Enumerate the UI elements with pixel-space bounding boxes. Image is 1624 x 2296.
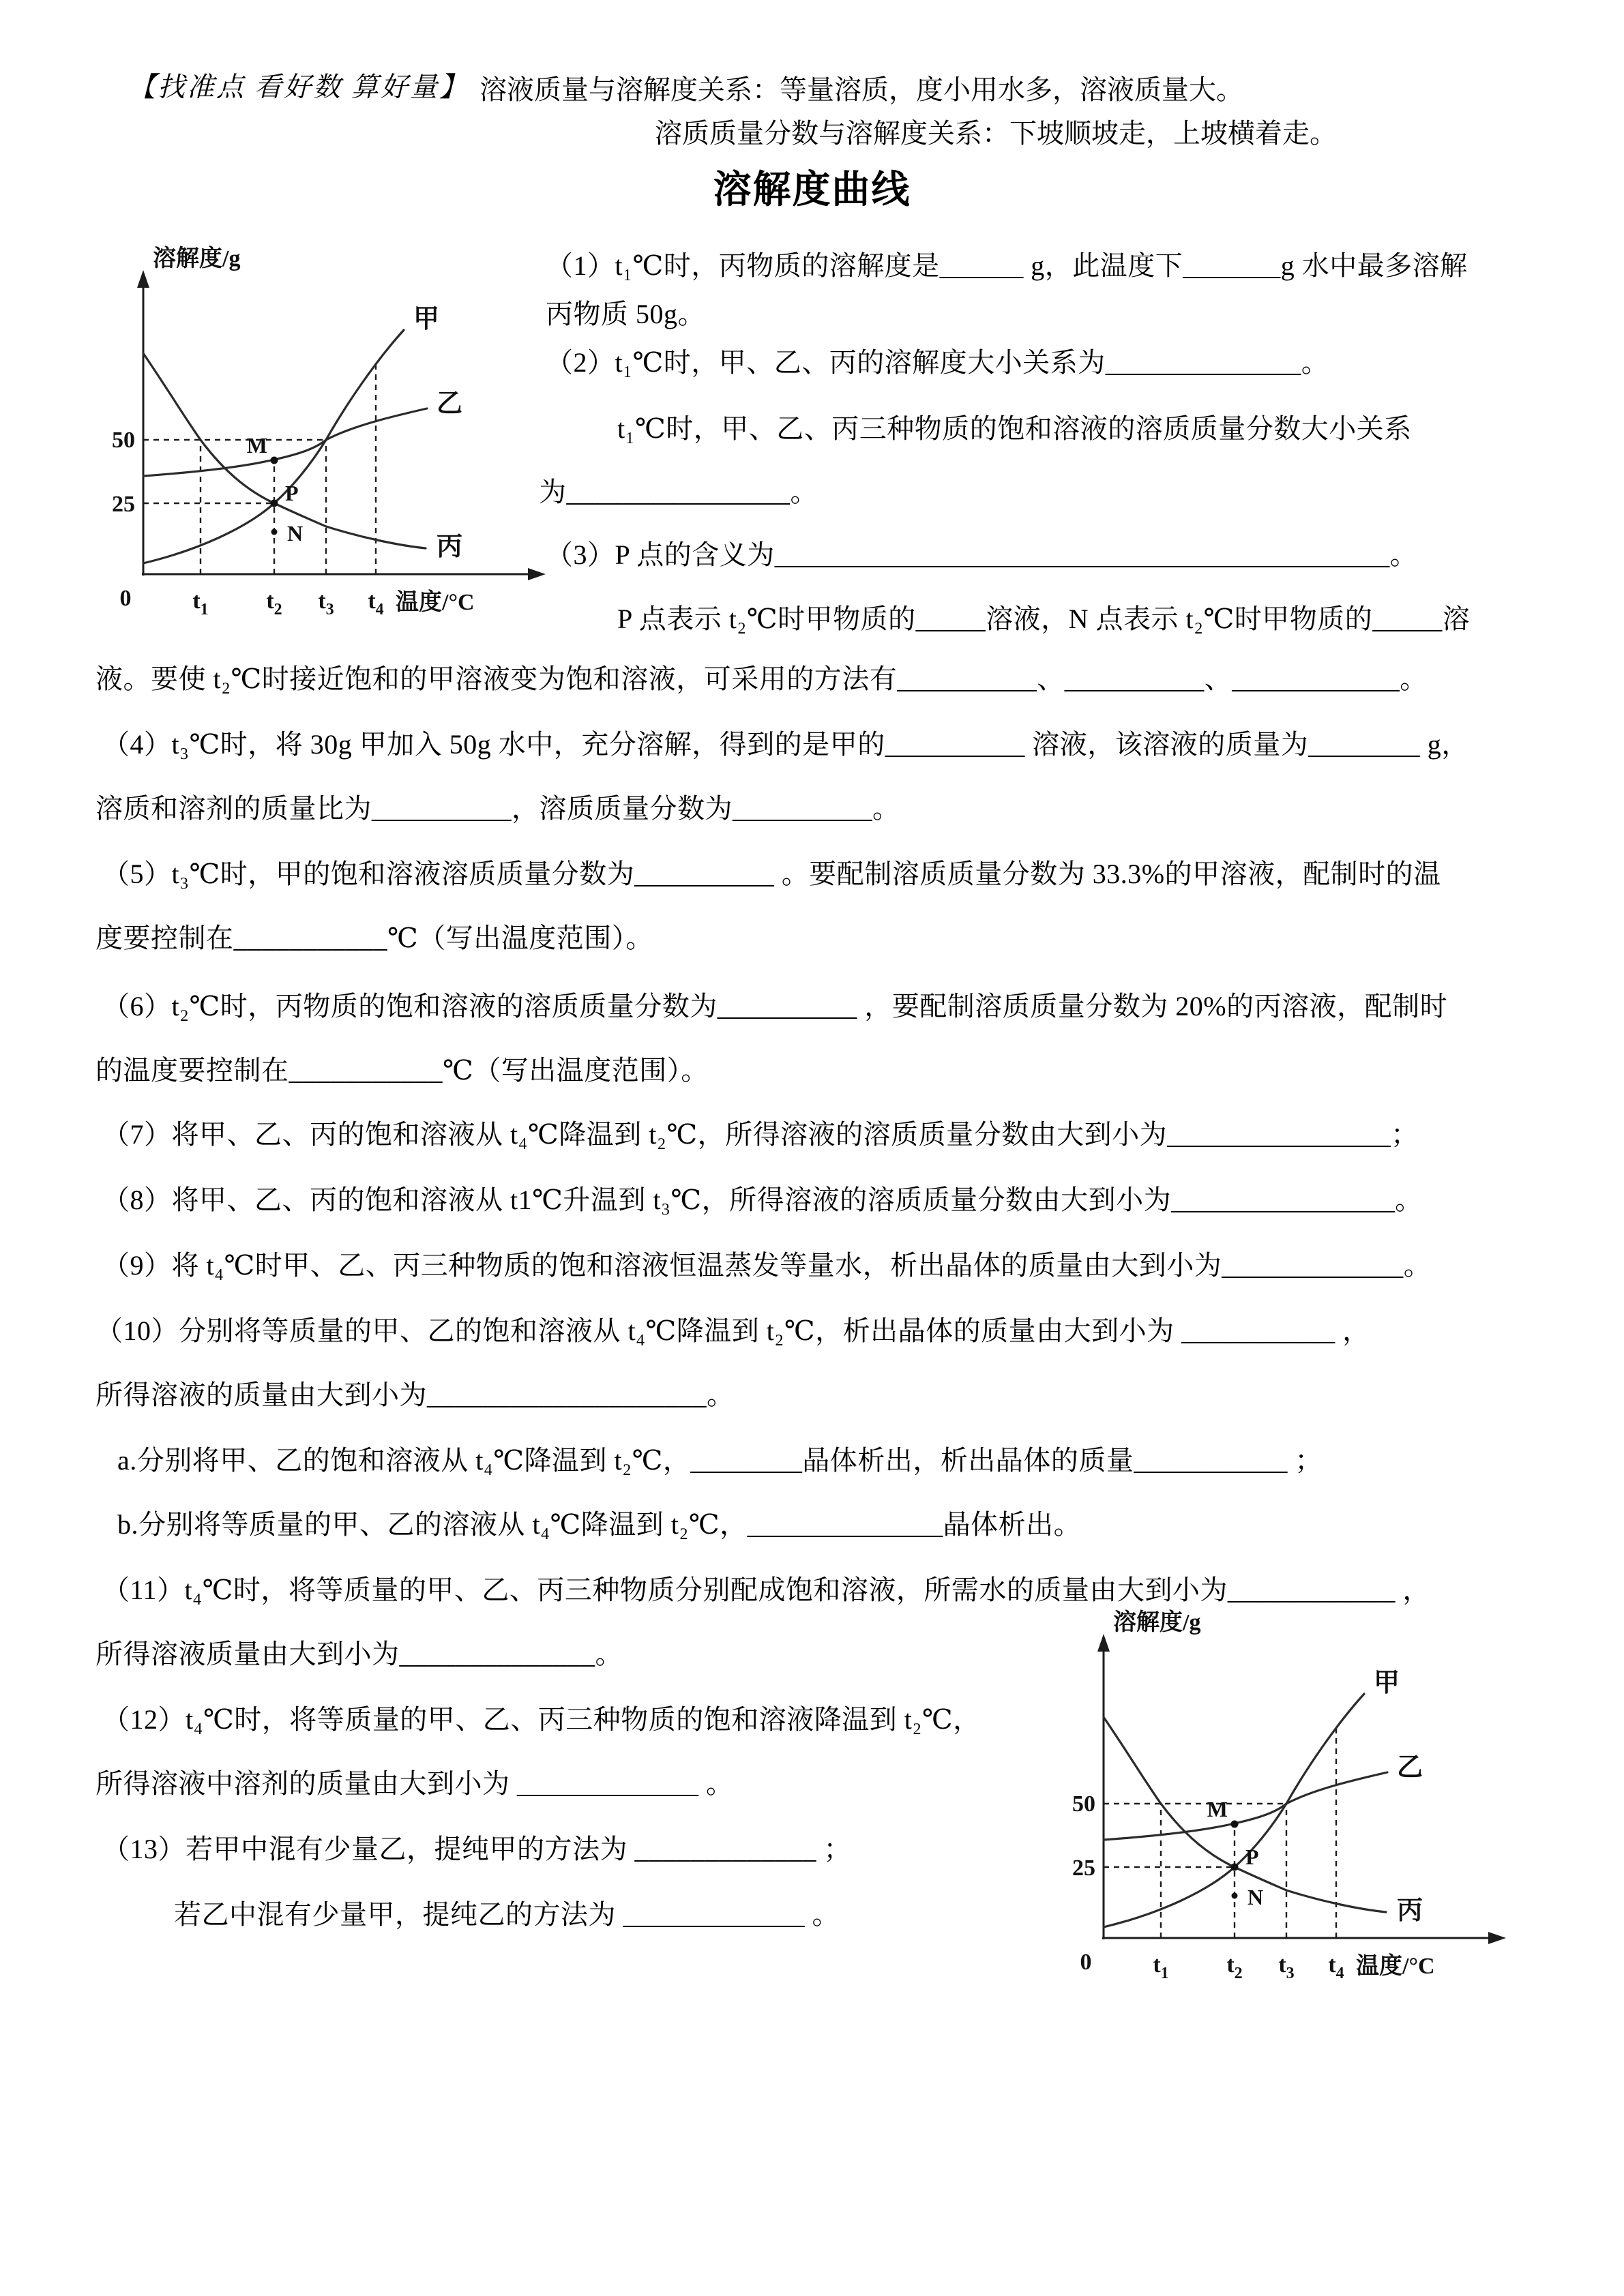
header-motto: 【找准点 看好数 算好量】 [128, 72, 469, 102]
question-line: （5）t₃℃时，甲的饱和溶液溶质质量分数为__________ 。要配制溶质质量分数为 33.3%的甲溶液，配制时的温 [102, 859, 1441, 889]
y-axis-arrow-icon [137, 270, 149, 288]
header-note-solution-mass: 溶液质量与溶解度关系：等量溶质，度小用水多，溶液质量大。 [479, 74, 1243, 105]
question-line: 所得溶液质量由大到小为______________。 [95, 1639, 623, 1669]
question-line: （11）t₄℃时，将等质量的甲、乙、丙三种物质分别配成饱和溶液，所需水的质量由大到小为____________ ， [102, 1575, 1430, 1605]
x-axis-arrow-icon [528, 568, 546, 580]
question-line: （2）t₁℃时，甲、乙、丙的溶解度大小关系为______________。 [546, 347, 1329, 378]
point-M [271, 457, 278, 464]
point-P-label: P [285, 481, 299, 505]
point-N [271, 529, 278, 535]
point-P-label: P [1245, 1845, 1259, 1869]
y-axis-arrow-icon [1097, 1634, 1110, 1652]
curve-yi-label: 乙 [1397, 1753, 1423, 1782]
question-line: P 点表示 t₂℃时甲物质的_____溶液，N 点表示 t₂℃时甲物质的_____溶 [617, 603, 1471, 634]
header-note-mass-fraction: 溶质质量分数与溶解度关系：下坡顺坡走，上坡横着走。 [655, 118, 1337, 149]
point-M [1231, 1821, 1239, 1828]
question-line: 液。要使 t₂℃时接近饱和的甲溶液变为饱和溶液，可采用的方法有__________、__________、____________。 [95, 664, 1428, 694]
curve-yi-label: 乙 [437, 389, 463, 418]
point-N [1232, 1893, 1238, 1899]
point-M-label: M [246, 433, 267, 458]
x-axis-title: 温度/°C [396, 590, 475, 615]
x-axis-arrow-icon [1488, 1932, 1506, 1944]
xtick-t3: $t_3$ [1278, 1952, 1295, 1982]
question-line: （9）将 t₄℃时甲、乙、丙三种物质的饱和溶液恒温蒸发等量水，析出晶体的质量由大到小为_____________。 [102, 1250, 1432, 1281]
xtick-t2: $t_2$ [266, 588, 282, 618]
origin-label: 0 [1080, 1950, 1092, 1975]
question-line: （6）t₂℃时，丙物质的饱和溶液的溶质质量分数为__________ ，要配制溶质质量分数为 20%的丙溶液，配制时 [102, 991, 1448, 1022]
x-axis-title: 温度/°C [1356, 1954, 1435, 1979]
question-line: （12）t₄℃时，将等质量的甲、乙、丙三种物质的饱和溶液降温到 t₂℃， [102, 1704, 981, 1735]
question-line: 所得溶液的质量由大到小为____________________。 [95, 1380, 735, 1410]
question-line: （3）P 点的含义为____________________________________________。 [546, 539, 1418, 570]
ytick-50: 50 [112, 428, 135, 453]
ytick-25: 25 [112, 492, 135, 517]
question-line: （13）若甲中混有少量乙，提纯甲的方法为 _____________ ； [102, 1834, 851, 1864]
curve-bing [143, 353, 426, 548]
curve-jia-label: 甲 [1374, 1669, 1400, 1697]
ytick-50: 50 [1072, 1791, 1095, 1817]
xtick-t4: $t_4$ [1328, 1952, 1344, 1982]
question-line: 为________________。 [539, 477, 818, 507]
question-line: 度要控制在___________℃（写出温度范围）。 [95, 923, 653, 953]
question-line: （4）t₃℃时，将 30g 甲加入 50g 水中，充分溶解，得到的是甲的__________ 溶液，该溶液的质量为________ g， [102, 729, 1469, 760]
question-line: （10）分别将等质量的甲、乙的饱和溶液从 t₄℃降温到 t₂℃，析出晶体的质量由大到小为 ___________ ， [95, 1315, 1370, 1346]
question-line: 的温度要控制在___________℃（写出温度范围）。 [95, 1055, 709, 1086]
question-line: 所得溶液中溶剂的质量由大到小为 _____________ 。 [95, 1768, 734, 1799]
point-P [271, 500, 278, 507]
xtick-t3: $t_3$ [318, 588, 334, 618]
xtick-t2: $t_2$ [1226, 1952, 1243, 1982]
question-line: 溶质和溶剂的质量比为__________，溶质质量分数为__________。 [95, 793, 900, 824]
curve-jia-label: 甲 [413, 305, 440, 333]
question-line: （8）将甲、乙、丙的饱和溶液从 t1℃升温到 t₃℃，所得溶液的溶质质量分数由大到小为________________。 [102, 1184, 1423, 1215]
question-line: t₁℃时，甲、乙、丙三种物质的饱和溶液的溶质质量分数大小关系 [617, 413, 1412, 444]
y-axis-title: 溶解度/g [1113, 1610, 1201, 1635]
xtick-t1: $t_1$ [1153, 1952, 1169, 1982]
xtick-t1: $t_1$ [192, 588, 209, 618]
origin-label: 0 [119, 586, 132, 611]
point-P [1231, 1864, 1239, 1871]
y-axis-title: 溶解度/g [153, 246, 241, 271]
curve-bing-label: 丙 [1397, 1896, 1423, 1925]
question-line: a.分别将甲、乙的饱和溶液从 t₄℃降温到 t₂℃，________晶体析出，析出晶体的质量___________ ； [117, 1445, 1323, 1476]
point-M-label: M [1207, 1797, 1228, 1821]
question-line: （7）将甲、乙、丙的饱和溶液从 t₄℃降温到 t₂℃，所得溶液的溶质质量分数由大到小为________________； [102, 1119, 1419, 1150]
question-line: 若乙中混有少量甲，提纯乙的方法为 _____________ 。 [174, 1899, 840, 1930]
xtick-t4: $t_4$ [368, 588, 384, 618]
point-N-label: N [287, 521, 304, 546]
curve-bing [1104, 1717, 1386, 1912]
question-line: b.分别将等质量的甲、乙的溶液从 t₄℃降温到 t₂℃，______________晶体析出。 [117, 1509, 1082, 1540]
solubility-chart-top [95, 240, 573, 636]
page-title: 溶解度曲线 [713, 169, 911, 211]
question-line: 丙物质 50g。 [546, 299, 705, 329]
ytick-25: 25 [1072, 1855, 1095, 1881]
question-line: （1）t₁℃时，丙物质的溶解度是______ g，此温度下_______g 水中最多溶解 [546, 250, 1468, 281]
solubility-chart-bottom [1056, 1604, 1533, 1999]
point-N-label: N [1247, 1885, 1264, 1909]
curve-bing-label: 丙 [437, 533, 463, 561]
